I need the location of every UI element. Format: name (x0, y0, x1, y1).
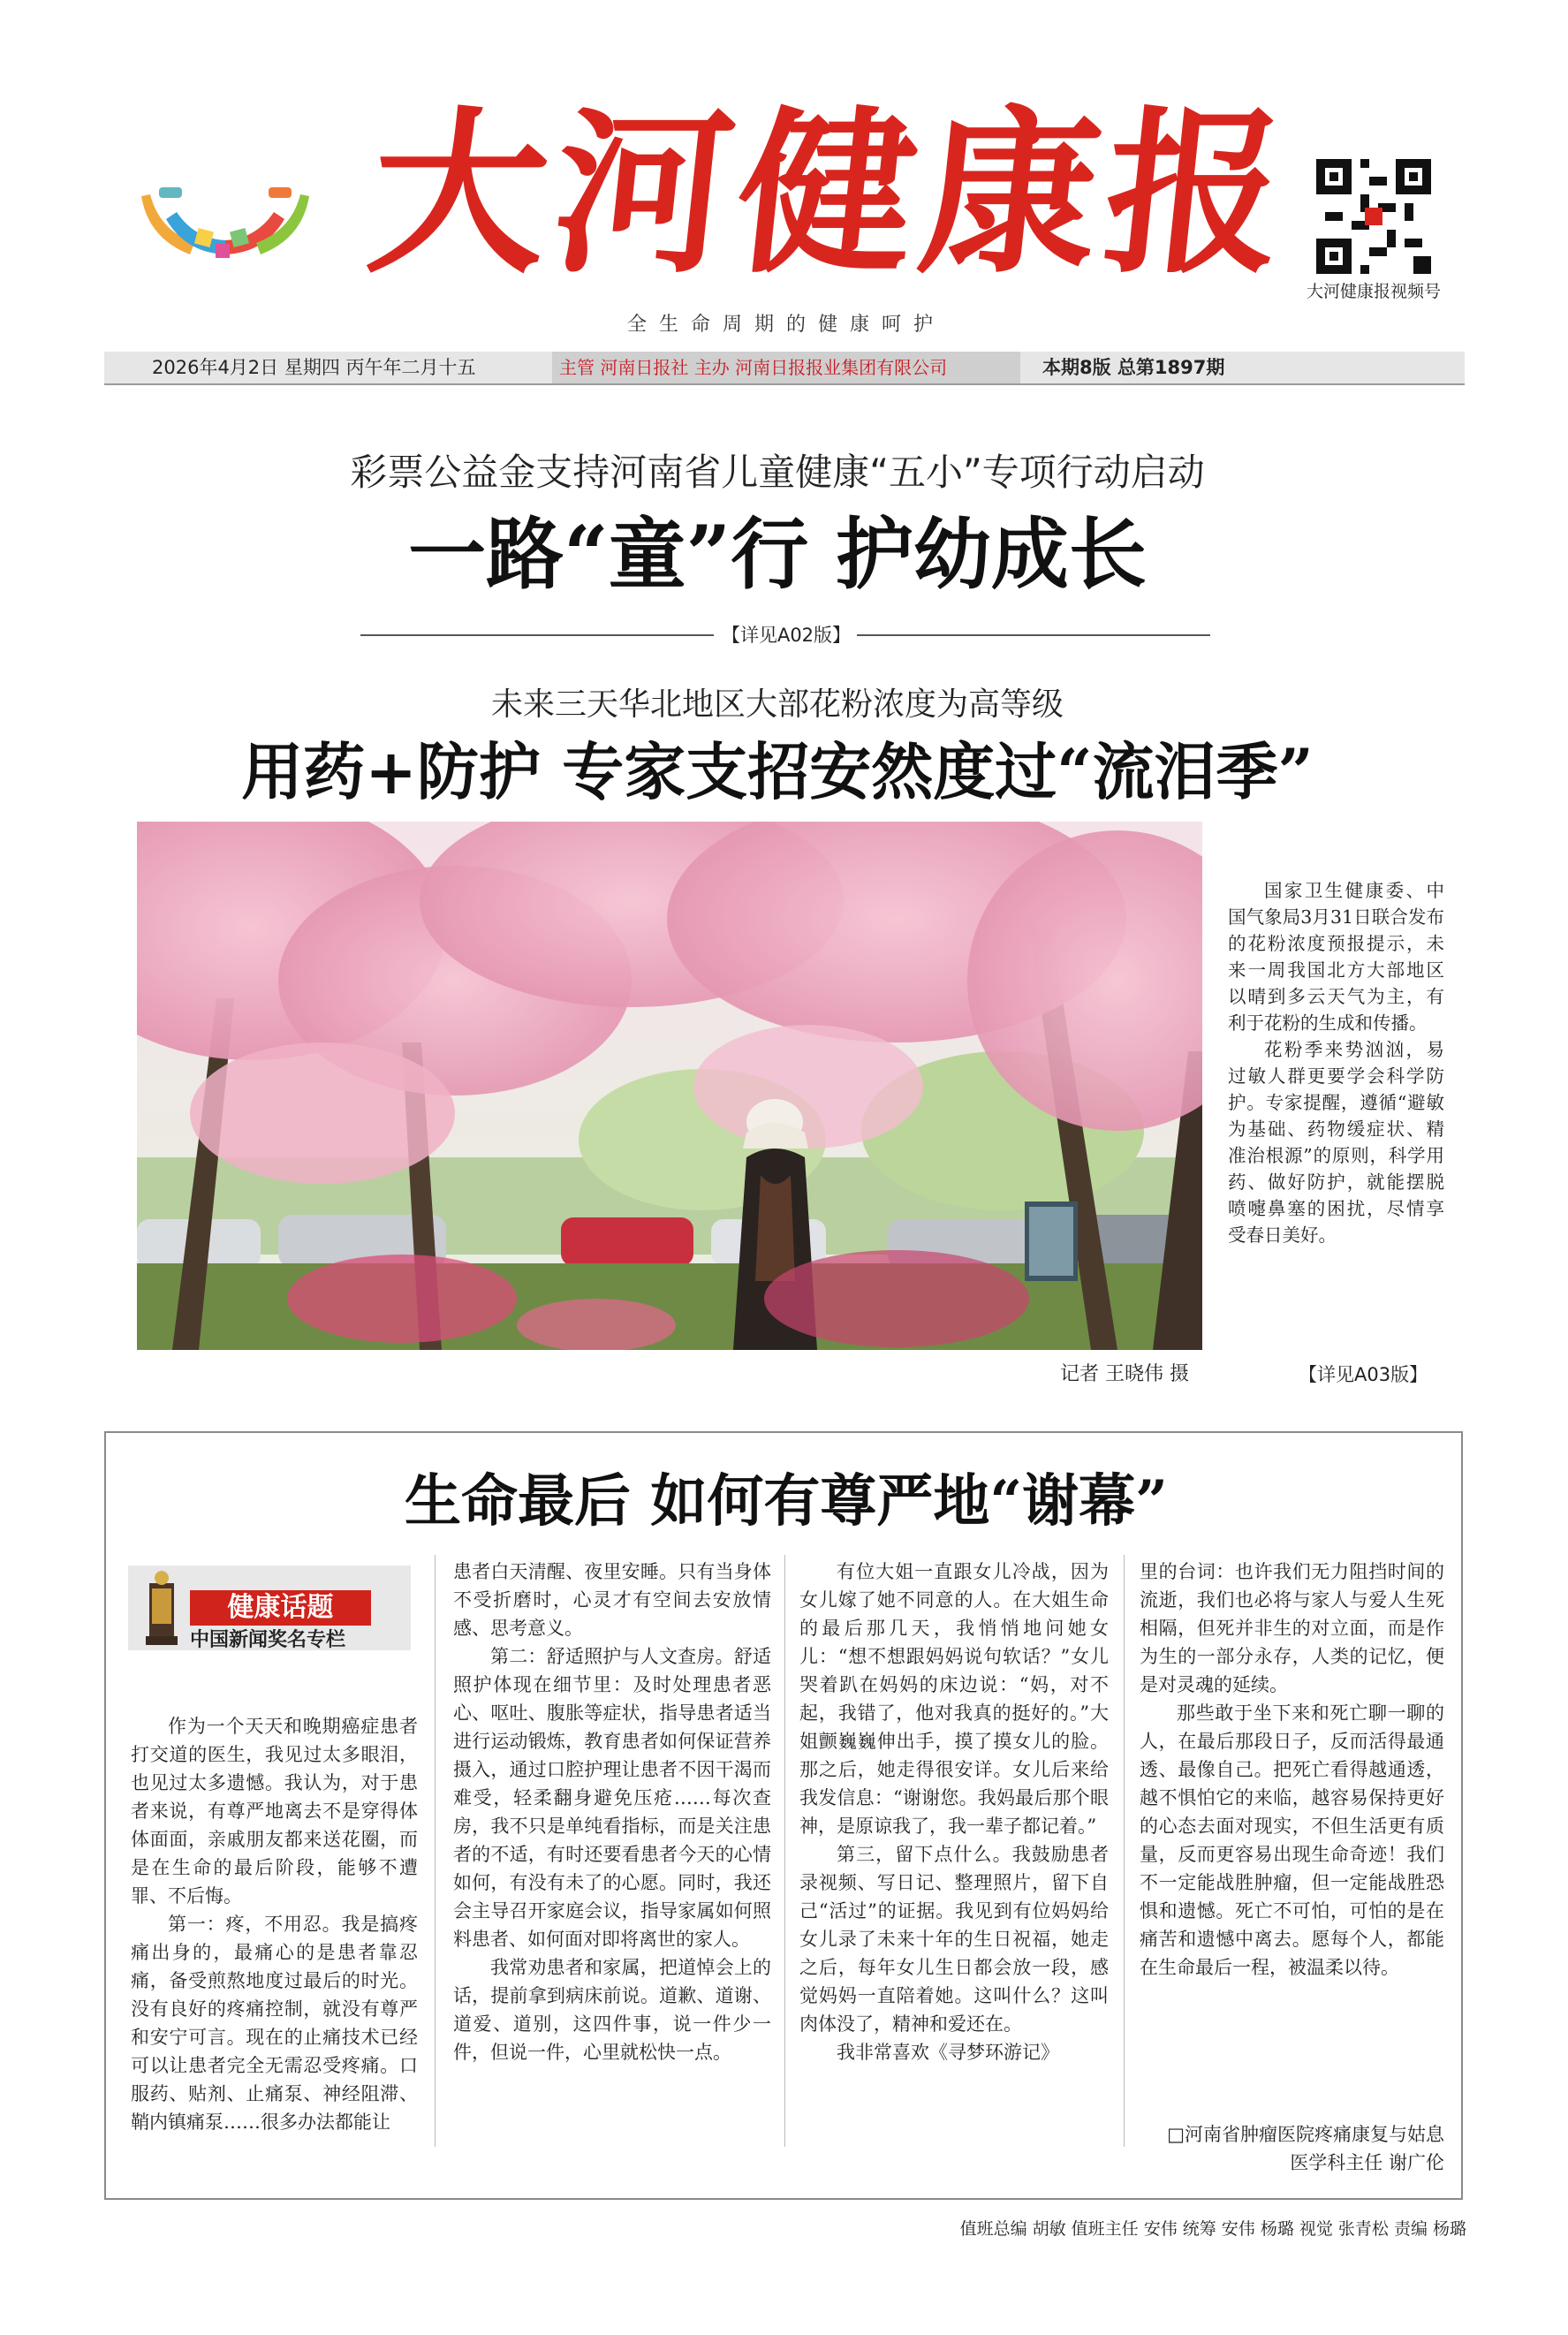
article-paragraph: 有位大姐一直跟女儿冷战，因为女儿嫁了她不同意的人。在大姐生命的最后那几天，我悄悄地问她女儿：“想不想跟妈妈说句软话？”女儿哭着趴在妈妈的床边说：“妈，对不起，我错了，他对我真的挺好的。”大姐颤巍巍伸出手，摸了摸女儿的脸。那之后，她走得很安详。女儿后来给我发信息：“谢谢您。我妈最后那个眼神，是原谅我了，我一辈子都记着。” (799, 1561, 1109, 1837)
issue-number: 本期8版 总第1897期 (1042, 357, 1225, 378)
photo-credit: 记者 王晓伟 摄 (1060, 1363, 1189, 1385)
article-paragraph: 第三，留下点什么。我鼓励患者录视频、写日记、整理照片，留下自己“活过”的证据。我见到有位妈妈给女儿录了未来十年的生日祝福，她走之后，每年女儿生日都会放一段，感觉妈妈一直陪着她。这叫什么？这叫肉体没了，精神和爱还在。 (799, 1844, 1109, 2035)
colorful-wreath-logo-icon (141, 177, 309, 274)
feature-column-1 (131, 1712, 418, 2145)
article-paragraph: 第一：疼，不用忍。我是搞疼痛出身的，最痛心的是患者靠忍痛，备受煎熬地度过最后的时光。没有良好的疼痛控制，就没有尊严和安宁可言。现在的止痛技术已经可以让患者完全无需忍受疼痛。口服药、贴剂、止痛泵、神经阻滞、鞘内镇痛泵……很多办法都能让 (131, 1914, 418, 2133)
headline1-title[interactable]: 一路“童”行 护幼成长 (408, 508, 1147, 600)
headline2-title[interactable]: 用药+防护 专家支招安然度过“流泪季” (241, 735, 1314, 808)
article-paragraph: 我非常喜欢《寻梦环游记》 (837, 2042, 1059, 2063)
see-page-a02-link[interactable]: 【详见A02版】 (721, 625, 852, 646)
sponsor-text: 主管 河南日报社 主办 河南日报报业集团有限公司 (559, 357, 948, 378)
feature-column-3 (799, 1558, 1109, 2145)
feature-column-2 (453, 1558, 771, 2145)
headline1-kicker: 彩票公益金支持河南省儿童健康“五小”专项行动启动 (350, 451, 1205, 494)
article-paragraph: 第二：舒适照护与人文查房。舒适照护体现在细节里：及时处理患者恶心、呕吐、腹胀等症状，指导患者适当进行运动锻炼，教育患者如何保证营养摄入，通过口腔护理让患者不因干渴而难受，轻柔翻身避免压疮……每次查房，我不只是单纯看指标，而是关注患者的不适，有时还要看患者今天的心情如何，有没有未了的心愿。同时，我还会主导召开家庭会议，指导家属如何照料患者、如何面对即将离世的家人。 (453, 1646, 771, 1950)
masthead-title: 大河健康报 (360, 90, 1301, 298)
divider-right (857, 634, 1210, 636)
feature-title[interactable]: 生命最后 如何有尊严地“谢幕” (405, 1468, 1168, 1535)
cherry-blossom-photo[interactable] (137, 822, 1202, 1350)
column-separator (435, 1555, 436, 2147)
article-paragraph: 作为一个天天和晚期癌症患者打交道的医生，我见过太多眼泪，也见过太多遗憾。我认为，对于患者来说，有尊严地离去不是穿得体体面面，亲戚朋友都来送花圈，而是在生命的最后阶段，能够不遭罪、不后悔。 (131, 1716, 418, 1907)
author-affiliation: □河南省肿瘤医院疼痛康复与姑息 (1167, 2124, 1444, 2145)
issue-date: 2026年4月2日 星期四 丙午年二月十五 (152, 357, 476, 378)
article-paragraph: 我常劝患者和家属，把道悼会上的话，提前拿到病床前说。道歉、道谢、道爱、道别，这四件事，说一件少一件，但说一件，心里就松快一点。 (453, 1957, 771, 2063)
divider-left (360, 634, 714, 636)
side-story (1228, 877, 1444, 1248)
feature-column-4 (1140, 1558, 1444, 2096)
column-separator (1124, 1555, 1125, 2147)
column-label: 健康话题 (190, 1590, 371, 1626)
column-sub-label: 中国新闻奖名专栏 (190, 1629, 346, 1651)
article-paragraph: 那些敢于坐下来和死亡聊一聊的人，在最后那段日子，反而活得最通透、最像自己。把死亡看得越通透，越不惧怕它的来临，越容易保持更好的心态去面对现实，不但生活更有质量，反而更容易出现生命奇迹！我们不一定能战胜肿瘤，但一定能战胜恐惧和遗憾。死亡不可怕，可怕的是在痛苦和遗憾中离去。愿每个人，都能在生命最后一程，被温柔以待。 (1140, 1702, 1444, 1978)
trophy-icon (137, 1571, 186, 1645)
side-paragraph: 国家卫生健康委、中国气象局3月31日联合发布的花粉浓度预报提示，未来一周我国北方大部地区以晴到多云天气为主，有利于花粉的生成和传播。 (1228, 880, 1444, 1034)
see-page-a03-link[interactable]: 【详见A03版】 (1299, 1364, 1428, 1385)
side-paragraph: 花粉季来势汹汹，易过敏人群更要学会科学防护。专家提醒，遵循“避敏为基础、药物缓症状、精准治根源”的原则，科学用药、做好防护，就能摆脱喷嚏鼻塞的困扰，尽情享受春日美好。 (1228, 1039, 1444, 1246)
editor-credits: 值班总编 胡敏 值班主任 安伟 统筹 安伟 杨璐 视觉 张青松 责编 杨璐 (959, 2219, 1466, 2239)
article-paragraph: 患者白天清醒、夜里安睡。只有当身体不受折磨时，心灵才有空间去安放情感、思考意义。 (453, 1561, 771, 1639)
qr-caption: 大河健康报视频号 (1306, 282, 1441, 301)
article-paragraph: 里的台词：也许我们无力阻挡时间的流逝，我们也必将与家人与爱人生死相隔，但死并非生的对立面，而是作为生的一部分永存，人类的记忆，便是对灵魂的延续。 (1140, 1561, 1444, 1695)
column-separator (784, 1555, 785, 2147)
author-byline (1140, 2120, 1444, 2182)
author-title: 医学科主任 谢广伦 (1290, 2152, 1444, 2173)
qr-code-icon[interactable] (1316, 159, 1431, 274)
masthead-slogan: 全生命周期的健康呵护 (626, 314, 945, 336)
headline2-kicker: 未来三天华北地区大部花粉浓度为高等级 (490, 686, 1064, 723)
